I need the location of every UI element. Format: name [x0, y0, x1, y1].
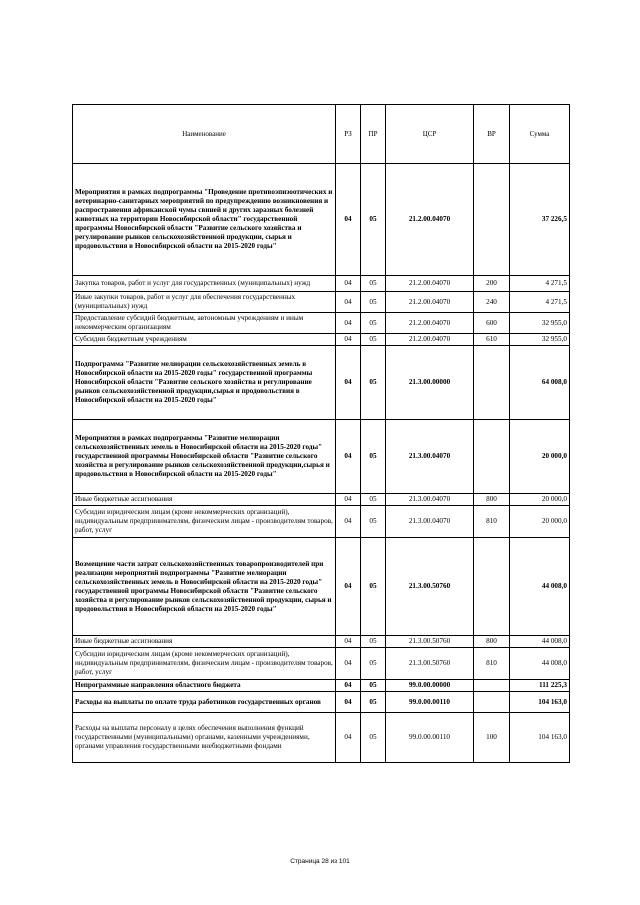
cell-rz: 04: [336, 692, 361, 713]
table-row: [73, 292, 570, 313]
cell-vr: [474, 346, 510, 420]
cell-rz: 04: [336, 648, 361, 680]
cell-pr: 05: [361, 636, 386, 648]
table-row: [73, 420, 570, 494]
cell-csr: 99.0.00.00000: [386, 680, 474, 692]
cell-sum: 20 000,0: [510, 494, 570, 506]
cell-vr: [474, 692, 510, 713]
cell-vr: [474, 420, 510, 494]
cell-rz: 04: [336, 346, 361, 420]
cell-rz: 04: [336, 506, 361, 538]
cell-sum: 104 163,0: [510, 713, 570, 763]
cell-name: Расходы на выплаты персоналу в целях обеспечения выполнения функций государственными (муниципальными) органами, казенными учреждениями, органами управления государственными внебюджетными фондами: [73, 713, 336, 763]
cell-csr: 21.3.00.04070: [386, 494, 474, 506]
header-name: Наименование: [73, 105, 336, 164]
cell-vr: 600: [474, 313, 510, 334]
cell-name: Иные бюджетные ассигнования: [73, 636, 336, 648]
cell-csr: 21.3.00.50760: [386, 538, 474, 636]
cell-rz: 04: [336, 313, 361, 334]
cell-pr: 05: [361, 680, 386, 692]
cell-pr: 05: [361, 506, 386, 538]
cell-vr: 810: [474, 506, 510, 538]
cell-rz: 04: [336, 276, 361, 292]
header-row: [73, 105, 570, 164]
table-row: [73, 713, 570, 763]
cell-name: Субсидии юридическим лицам (кроме некоммерческих организаций), индивидуальным предпринимателям, физическим лицам - производителям товаров, работ, услуг: [73, 648, 336, 680]
table-row: [73, 680, 570, 692]
cell-vr: 200: [474, 276, 510, 292]
cell-sum: 20 000,0: [510, 506, 570, 538]
cell-pr: 05: [361, 713, 386, 763]
cell-vr: 800: [474, 636, 510, 648]
cell-csr: 21.2.00.04070: [386, 276, 474, 292]
header-pr: ПР: [361, 105, 386, 164]
cell-csr: 99.0.00.00110: [386, 692, 474, 713]
cell-name: Мероприятия в рамках подпрограммы "Проведение противоэпизоотических и ветеринарно-санитарных мероприятий по предупреждению возникновения и распространения африканской чумы свиней и других заразных болезней животных на территории Новосибирской области" государственной программы Новосибирской области "Развитие сельского хозяйства и регулирование рынков сельскохозяйственной продукции, сырья и продовольствия в Новосибирской области на 2015-2020 годы": [73, 164, 336, 276]
table-row: [73, 164, 570, 276]
cell-name: Подпрограмма "Развитие мелиорации сельскохозяйственных земель в Новосибирской области на 2015-2020 годы" государственной программы Новосибирской области "Развитие сельского хозяйства и регулирование рынков сельскохозяйственной продукции,сырья и продовольствия в Новосибирской области на 2015-2020 годы": [73, 346, 336, 420]
cell-vr: [474, 164, 510, 276]
cell-pr: 05: [361, 538, 386, 636]
cell-rz: 04: [336, 636, 361, 648]
cell-vr: 240: [474, 292, 510, 313]
cell-csr: 21.2.00.04070: [386, 292, 474, 313]
cell-sum: 32 955,0: [510, 313, 570, 334]
cell-name: Предоставление субсидий бюджетным, автономным учреждениям и иным некоммерческим организациям: [73, 313, 336, 334]
cell-csr: 21.3.00.50760: [386, 648, 474, 680]
cell-rz: 04: [336, 292, 361, 313]
cell-name: Закупка товаров, работ и услуг для государственных (муниципальных) нужд: [73, 276, 336, 292]
cell-csr: 21.3.00.00000: [386, 346, 474, 420]
cell-rz: 04: [336, 164, 361, 276]
cell-name: Иные закупки товаров, работ и услуг для обеспечения государственных (муниципальных) нужд: [73, 292, 336, 313]
cell-vr: 800: [474, 494, 510, 506]
budget-table: [72, 104, 570, 763]
table-row: [73, 538, 570, 636]
table-row: [73, 276, 570, 292]
cell-vr: [474, 538, 510, 636]
page-footer: Страница 28 из 101: [290, 858, 350, 865]
cell-pr: 05: [361, 334, 386, 346]
table-row: [73, 346, 570, 420]
cell-name: Субсидии юридическим лицам (кроме некоммерческих организаций), индивидуальным предпринимателям, физическим лицам - производителям товаров, работ, услуг: [73, 506, 336, 538]
header-vr: ВР: [474, 105, 510, 164]
cell-csr: 21.2.00.04070: [386, 334, 474, 346]
cell-sum: 4 271,5: [510, 292, 570, 313]
cell-sum: 44 008,0: [510, 636, 570, 648]
cell-name: Иные бюджетные ассигнования: [73, 494, 336, 506]
cell-pr: 05: [361, 420, 386, 494]
table-row: [73, 494, 570, 506]
header-csr: ЦСР: [386, 105, 474, 164]
cell-name: Расходы на выплаты по оплате труда работников государственных органов: [73, 692, 336, 713]
cell-vr: [474, 680, 510, 692]
cell-sum: 44 008,0: [510, 648, 570, 680]
cell-csr: 21.3.00.50760: [386, 636, 474, 648]
cell-sum: 44 008,0: [510, 538, 570, 636]
cell-sum: 4 271,5: [510, 276, 570, 292]
cell-csr: 21.3.00.04070: [386, 420, 474, 494]
cell-pr: 05: [361, 276, 386, 292]
cell-pr: 05: [361, 346, 386, 420]
cell-pr: 05: [361, 292, 386, 313]
table-row: [73, 636, 570, 648]
cell-rz: 04: [336, 494, 361, 506]
budget-table-body: [73, 105, 570, 763]
cell-sum: 64 008,0: [510, 346, 570, 420]
cell-pr: 05: [361, 692, 386, 713]
table-row: [73, 692, 570, 713]
cell-name: Мероприятия в рамках подпрограммы "Развитие мелиорации сельскохозяйственных земель в Новосибирской области на 2015-2020 годы" государственной программы Новосибирской области "Развитие сельского хозяйства и регулирование рынков сельскохозяйственной продукции,сырья и продовольствия в Новосибирской области на 2015-2020 годы": [73, 420, 336, 494]
cell-name: Непрограммные направления областного бюджета: [73, 680, 336, 692]
cell-pr: 05: [361, 494, 386, 506]
cell-csr: 21.2.00.04070: [386, 313, 474, 334]
header-rz: РЗ: [336, 105, 361, 164]
cell-pr: 05: [361, 164, 386, 276]
cell-name: Субсидии бюджетным учреждениям: [73, 334, 336, 346]
cell-pr: 05: [361, 313, 386, 334]
cell-csr: 21.2.00.04070: [386, 164, 474, 276]
cell-rz: 04: [336, 420, 361, 494]
cell-csr: 99.0.00.00110: [386, 713, 474, 763]
cell-vr: 100: [474, 713, 510, 763]
table-row: [73, 334, 570, 346]
cell-rz: 04: [336, 680, 361, 692]
cell-rz: 04: [336, 713, 361, 763]
cell-rz: 04: [336, 538, 361, 636]
cell-sum: 111 225,3: [510, 680, 570, 692]
cell-vr: 810: [474, 648, 510, 680]
cell-csr: 21.3.00.04070: [386, 506, 474, 538]
cell-sum: 104 163,0: [510, 692, 570, 713]
header-sum: Сумма: [510, 105, 570, 164]
cell-sum: 37 226,5: [510, 164, 570, 276]
table-row: [73, 313, 570, 334]
cell-pr: 05: [361, 648, 386, 680]
table-row: [73, 648, 570, 680]
cell-name: Возмещение части затрат сельскохозяйственных товаропроизводителей при реализации мероприятий подпрограммы "Развитие мелиорации сельскохозяйственных земель в Новосибирской области на 2015-2020 годы" государственной программы Новосибирской области "Развитие сельского хозяйства и регулирование рынков сельскохозяйственной продукции, сырья и продовольствия в Новосибирской области на 2015-2020 годы": [73, 538, 336, 636]
cell-vr: 610: [474, 334, 510, 346]
cell-sum: 20 000,0: [510, 420, 570, 494]
cell-rz: 04: [336, 334, 361, 346]
table-row: [73, 506, 570, 538]
cell-sum: 32 955,0: [510, 334, 570, 346]
